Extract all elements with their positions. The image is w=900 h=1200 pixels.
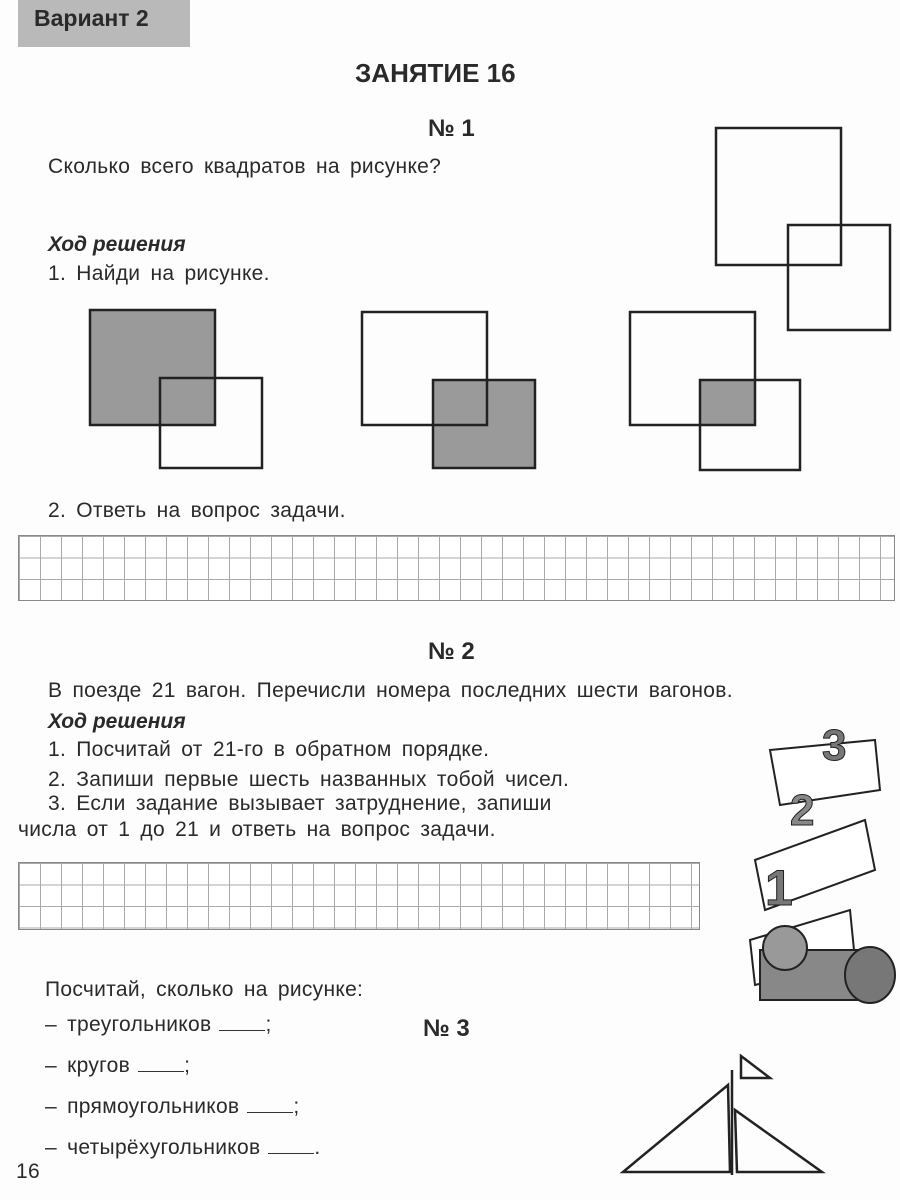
count-item-rectangles: – прямоугольников ; [45,1095,300,1118]
answer-blank[interactable] [219,1030,265,1031]
lesson-title: ЗАНЯТИЕ 16 [355,58,516,88]
page-number: 16 [16,1160,40,1183]
variant-badge: Вариант 2 [18,0,190,47]
figure-big-square-highlighted [90,310,262,468]
answer-grid-2[interactable] [18,862,700,930]
task1-number: № 1 [428,115,475,142]
highlighted-squares-row [80,300,820,480]
task2-number: № 2 [428,638,475,665]
train-number-2: 2 [790,786,815,835]
task2-step2: 2. Запиши первые шесть названных тобой чисел. [48,768,570,791]
task1-question: Сколько всего квадратов на рисунке? [48,155,442,178]
task1-solution-heading: Ход решения [48,233,186,256]
task3-number: № 3 [423,1015,470,1042]
task2-step1: 1. Посчитай от 21-го в обратном порядке. [48,738,490,761]
train-number-1: 1 [765,860,793,916]
task1-step1: 1. Найди на рисунке. [48,262,270,285]
answer-blank[interactable] [268,1153,314,1154]
train-number-3: 3 [822,721,847,770]
task1-step2: 2. Ответь на вопрос задачи. [48,499,346,522]
answer-grid-1[interactable] [18,535,895,601]
answer-blank[interactable] [247,1112,293,1113]
task3-question: Посчитай, сколько на рисунке: [45,978,364,1001]
count-item-quadrilaterals: – четырёхугольников . [45,1136,321,1159]
answer-blank[interactable] [138,1071,184,1072]
count-item-triangles: – треугольников ; [45,1013,272,1036]
sailboat-figure [570,1050,890,1175]
task2-step3: 3. Если задание вызывает затруднение, запиши [48,792,552,815]
task2-question: В поезде 21 вагон. Перечисли номера последних шести вагонов. [48,679,733,702]
task2-step3-continued: числа от 1 до 21 и ответь на вопрос задачи. [18,818,496,841]
figure-overlap-square-highlighted [630,312,800,470]
task2-solution-heading: Ход решения [48,710,186,733]
count-item-circles: – кругов ; [45,1054,191,1077]
train-illustration [740,710,900,1030]
figure-small-square-highlighted [362,312,535,468]
